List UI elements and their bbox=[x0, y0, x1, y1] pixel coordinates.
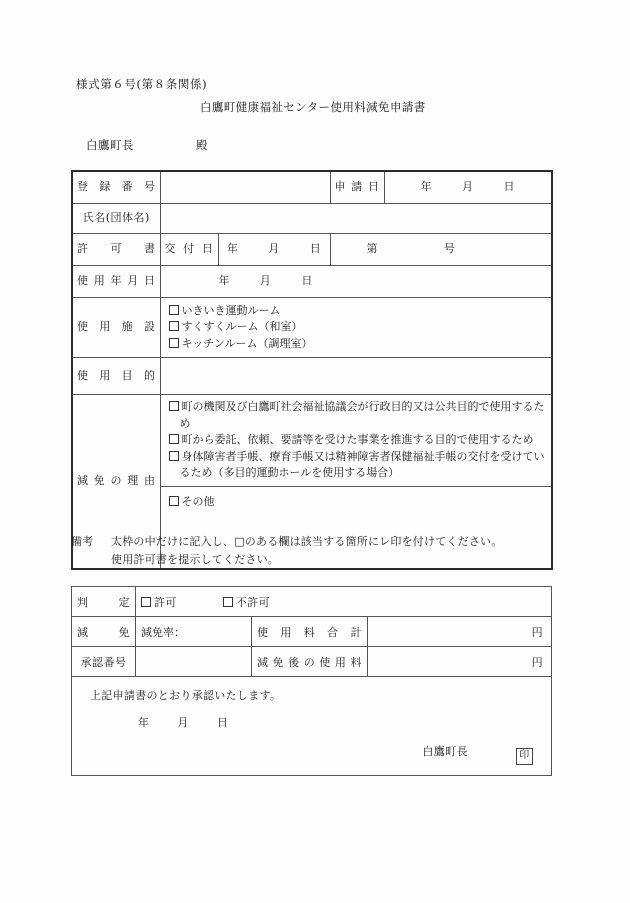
table-row-approval-footer bbox=[72, 677, 552, 776]
approval-date-month: 月 bbox=[177, 716, 189, 729]
facility-option-label: キッチンルーム（調理室） bbox=[181, 336, 313, 350]
approval-footer bbox=[72, 677, 552, 776]
fee-total-label: 使 用 料 合 計 bbox=[252, 617, 368, 647]
notes-text-2: 使用許可書を提示してください。 bbox=[111, 553, 279, 567]
addressee-line bbox=[86, 137, 208, 153]
facility-option-ikiiki[interactable] bbox=[169, 303, 548, 320]
reason-option-disability[interactable] bbox=[169, 449, 548, 482]
table-row-reduction bbox=[72, 617, 552, 647]
reason-options bbox=[160, 395, 552, 487]
use-date-day: 日 bbox=[301, 273, 313, 287]
checkbox-icon[interactable] bbox=[169, 434, 179, 444]
judgement-label: 判 定 bbox=[72, 587, 136, 617]
name-label: 氏名(団体名) bbox=[72, 203, 160, 233]
checkbox-icon[interactable] bbox=[169, 496, 179, 506]
facility-label: 使 用 施 設 bbox=[72, 297, 160, 358]
application-date-label: 申 請 日 bbox=[330, 171, 384, 203]
registration-value[interactable] bbox=[160, 171, 330, 203]
reason-option-entrusted[interactable] bbox=[169, 432, 548, 449]
registration-label: 登 録 番 号 bbox=[72, 171, 160, 203]
fee-total-value[interactable]: 円 bbox=[368, 617, 552, 647]
permit-number-suffix: 号 bbox=[443, 241, 456, 255]
checkbox-icon[interactable] bbox=[169, 338, 179, 348]
addressee-name: 白鷹町長 bbox=[86, 138, 134, 152]
application-date-day: 日 bbox=[503, 180, 515, 193]
reason-option-label: 町から委託、依頼、要請等を受けた事業を推進する目的で使用するため bbox=[181, 433, 534, 446]
checkbox-icon[interactable] bbox=[169, 401, 179, 411]
permit-label: 許 可 書 bbox=[72, 233, 160, 265]
use-date-month: 月 bbox=[259, 273, 272, 287]
reduction-label: 減 免 bbox=[72, 617, 136, 647]
notes-text-1: 太枠の中だけに記入し、□のある欄は該当する箇所にレ印を付けてください。 bbox=[111, 535, 503, 548]
issue-date-day: 日 bbox=[309, 241, 322, 255]
facility-option-label: すくすくルーム（和室） bbox=[181, 320, 303, 333]
reason-option-label: 身体障害者手帳、療育手帳又は精神障害者保健福祉手帳の交付を受けているため（多目的運動ホールを使用する場合） bbox=[179, 449, 545, 479]
table-row-facility bbox=[72, 297, 552, 358]
application-date-value[interactable] bbox=[384, 171, 552, 203]
table-row-approval-number bbox=[72, 647, 552, 677]
facility-option-label: いきいき運動ルーム bbox=[181, 303, 281, 317]
approval-table bbox=[71, 586, 552, 776]
judgement-option-label: 許可 bbox=[154, 595, 177, 609]
table-row-use-date bbox=[72, 265, 552, 297]
reason-other-label: その他 bbox=[181, 494, 215, 508]
reason-option-label: 町の機関及び白鷹町社会福祉協議会が行政目的又は公共目的で使用するため bbox=[179, 400, 545, 430]
checkbox-icon[interactable] bbox=[169, 321, 179, 331]
reason-option-public[interactable] bbox=[169, 399, 548, 432]
table-row-judgement bbox=[72, 587, 552, 617]
notes-section bbox=[71, 533, 502, 569]
approval-date-year: 年 bbox=[138, 716, 150, 729]
approval-statement: 上記申請書のとおり承認いたします。 bbox=[90, 689, 282, 702]
table-row-registration bbox=[72, 171, 552, 203]
table-row-purpose bbox=[72, 358, 552, 395]
permit-number-value[interactable] bbox=[330, 233, 552, 265]
application-date-year: 年 bbox=[420, 180, 433, 193]
notes-line-1 bbox=[71, 533, 502, 551]
approval-number-value[interactable] bbox=[136, 647, 252, 677]
checkbox-icon[interactable] bbox=[169, 305, 179, 315]
judgement-options bbox=[136, 587, 552, 617]
use-date-label: 使 用 年 月 日 bbox=[72, 265, 160, 297]
approval-signer-name: 白鷹町長 bbox=[422, 745, 468, 758]
reason-option-other[interactable] bbox=[169, 494, 548, 511]
checkbox-icon[interactable] bbox=[223, 597, 233, 607]
application-date-month: 月 bbox=[462, 180, 474, 193]
addressee-honorific: 殿 bbox=[196, 138, 208, 152]
approval-date[interactable] bbox=[138, 714, 228, 730]
notes-label: 備考 bbox=[71, 535, 94, 548]
name-value[interactable] bbox=[160, 203, 552, 233]
checkbox-icon[interactable] bbox=[169, 451, 179, 461]
issue-date-label: 交 付 日 bbox=[160, 233, 218, 265]
facility-option-sukusuku[interactable] bbox=[169, 319, 548, 336]
judgement-option-reject[interactable] bbox=[223, 596, 270, 609]
reduction-rate-field[interactable] bbox=[136, 617, 252, 647]
issue-date-month: 月 bbox=[268, 241, 280, 255]
table-row-name bbox=[72, 203, 552, 233]
permit-number-prefix: 第 bbox=[366, 241, 378, 255]
document-title: 白鷹町健康福祉センター使用料減免申請書 bbox=[200, 100, 426, 114]
issue-date-year: 年 bbox=[226, 241, 239, 255]
approval-signer-line bbox=[422, 743, 533, 765]
application-main-table bbox=[71, 170, 553, 570]
approval-number-label: 承認番号 bbox=[72, 647, 136, 677]
use-date-value[interactable] bbox=[160, 265, 552, 297]
judgement-option-approve[interactable] bbox=[141, 596, 177, 609]
form-number: 様式第６号(第８条関係) bbox=[76, 77, 208, 91]
fee-after-label: 減 免 後 の 使 用 料 bbox=[252, 647, 368, 677]
approval-date-day: 日 bbox=[216, 716, 229, 729]
fee-after-value[interactable]: 円 bbox=[368, 647, 552, 677]
reduction-rate-label: 減免率： bbox=[141, 625, 185, 639]
use-date-year: 年 bbox=[218, 273, 230, 287]
checkbox-icon[interactable] bbox=[141, 597, 151, 607]
reason-label: 減 免 の 理 由 bbox=[72, 395, 160, 569]
issue-date-value[interactable] bbox=[218, 233, 330, 265]
table-row-reason bbox=[72, 395, 552, 487]
purpose-value[interactable] bbox=[160, 358, 552, 395]
purpose-label: 使 用 目 的 bbox=[72, 358, 160, 395]
table-row-permit bbox=[72, 233, 552, 265]
facility-options bbox=[160, 297, 552, 358]
judgement-option-label: 不許可 bbox=[235, 595, 271, 609]
facility-option-kitchen[interactable] bbox=[169, 336, 548, 353]
seal-icon: 印 bbox=[516, 748, 533, 765]
notes-line-2 bbox=[111, 551, 502, 569]
